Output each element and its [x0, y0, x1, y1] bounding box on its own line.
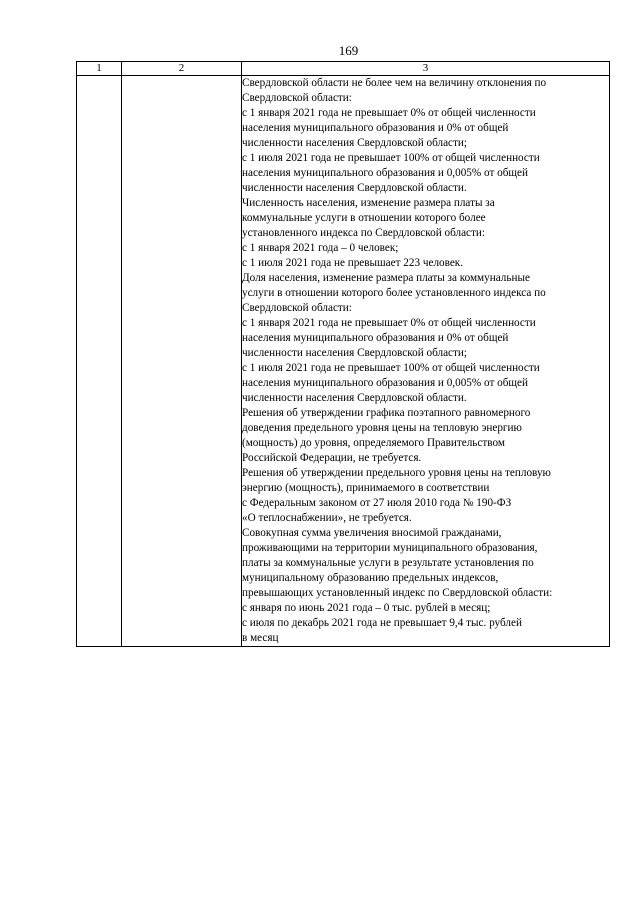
- column-header-2: 2: [122, 62, 242, 76]
- text-line: с 1 июля 2021 года не превышает 100% от общей численности: [242, 152, 540, 164]
- page-number: 169: [338, 43, 359, 58]
- text-line: численности населения Свердловской области;: [242, 137, 467, 149]
- text-line: муниципальному образованию предельных индексов,: [242, 572, 499, 584]
- text-line: населения муниципального образования и 0,005% от общей: [242, 167, 528, 179]
- text-line: численности населения Свердловской области.: [242, 392, 467, 404]
- text-line: Решения об утверждении графика поэтапного равномерного: [242, 407, 531, 419]
- text-line: с 1 января 2021 года – 0 человек;: [242, 242, 399, 254]
- text-line: с января по июнь 2021 года – 0 тыс. рублей в месяц;: [242, 602, 491, 614]
- table-row: [77, 76, 610, 647]
- text-line: Численность населения, изменение размера платы за: [242, 197, 495, 209]
- text-line: населения муниципального образования и 0,005% от общей: [242, 377, 528, 389]
- text-line: с июля по декабрь 2021 года не превышает 9,4 тыс. рублей: [242, 617, 522, 629]
- text-line: услуги в отношении которого более установленного индекса по: [242, 287, 546, 299]
- text-line: (мощность) до уровня, определяемого Правительством: [242, 437, 505, 449]
- text-line: установленного индекса по Свердловской области:: [242, 227, 486, 239]
- text-line: Свердловской области не более чем на величину отклонения по: [242, 77, 547, 89]
- text-line: с 1 июля 2021 года не превышает 100% от общей численности: [242, 362, 540, 374]
- table-cell-col3: [242, 76, 610, 647]
- text-line: численности населения Свердловской области.: [242, 182, 467, 194]
- text-line: Свердловской области:: [242, 302, 352, 314]
- text-line: с 1 января 2021 года не превышает 0% от общей численности: [242, 107, 536, 119]
- text-line: платы за коммунальные услуги в результате установления по: [242, 557, 534, 569]
- text-line: с 1 января 2021 года не превышает 0% от общей численности: [242, 317, 536, 329]
- column-header-1: 1: [77, 62, 122, 76]
- text-line: проживающими на территории муниципального образования,: [242, 542, 538, 554]
- text-line: населения муниципального образования и 0% от общей: [242, 122, 509, 134]
- document-table: [76, 61, 610, 647]
- text-line: Свердловской области:: [242, 92, 352, 104]
- text-line: с 1 июля 2021 года не превышает 223 человек.: [242, 257, 464, 269]
- text-line: Российской Федерации, не требуется.: [242, 452, 422, 464]
- text-line: энергию (мощность), принимаемого в соответствии: [242, 482, 490, 494]
- text-line: с Федеральным законом от 27 июля 2010 года № 190-ФЗ: [242, 497, 512, 509]
- text-line: населения муниципального образования и 0% от общей: [242, 332, 509, 344]
- text-line: коммунальные услуги в отношении которого более: [242, 212, 486, 224]
- text-line: Совокупная сумма увеличения вносимой гражданами,: [242, 527, 502, 539]
- table-header-row: [77, 62, 610, 76]
- table-cell-col2: [122, 76, 242, 647]
- text-line: «О теплоснабжении», не требуется.: [242, 512, 412, 524]
- text-line: Решения об утверждении предельного уровня цены на тепловую: [242, 467, 551, 479]
- text-line: численности населения Свердловской области;: [242, 347, 467, 359]
- text-line: Доля населения, изменение размера платы за коммунальные: [242, 272, 530, 284]
- text-line: доведения предельного уровня цены на тепловую энергию: [242, 422, 522, 434]
- text-line: превышающих установленный индекс по Свердловской области:: [242, 587, 553, 599]
- column-header-3: 3: [242, 62, 610, 76]
- text-line: в месяц: [242, 632, 279, 644]
- table-cell-col1: [77, 76, 122, 647]
